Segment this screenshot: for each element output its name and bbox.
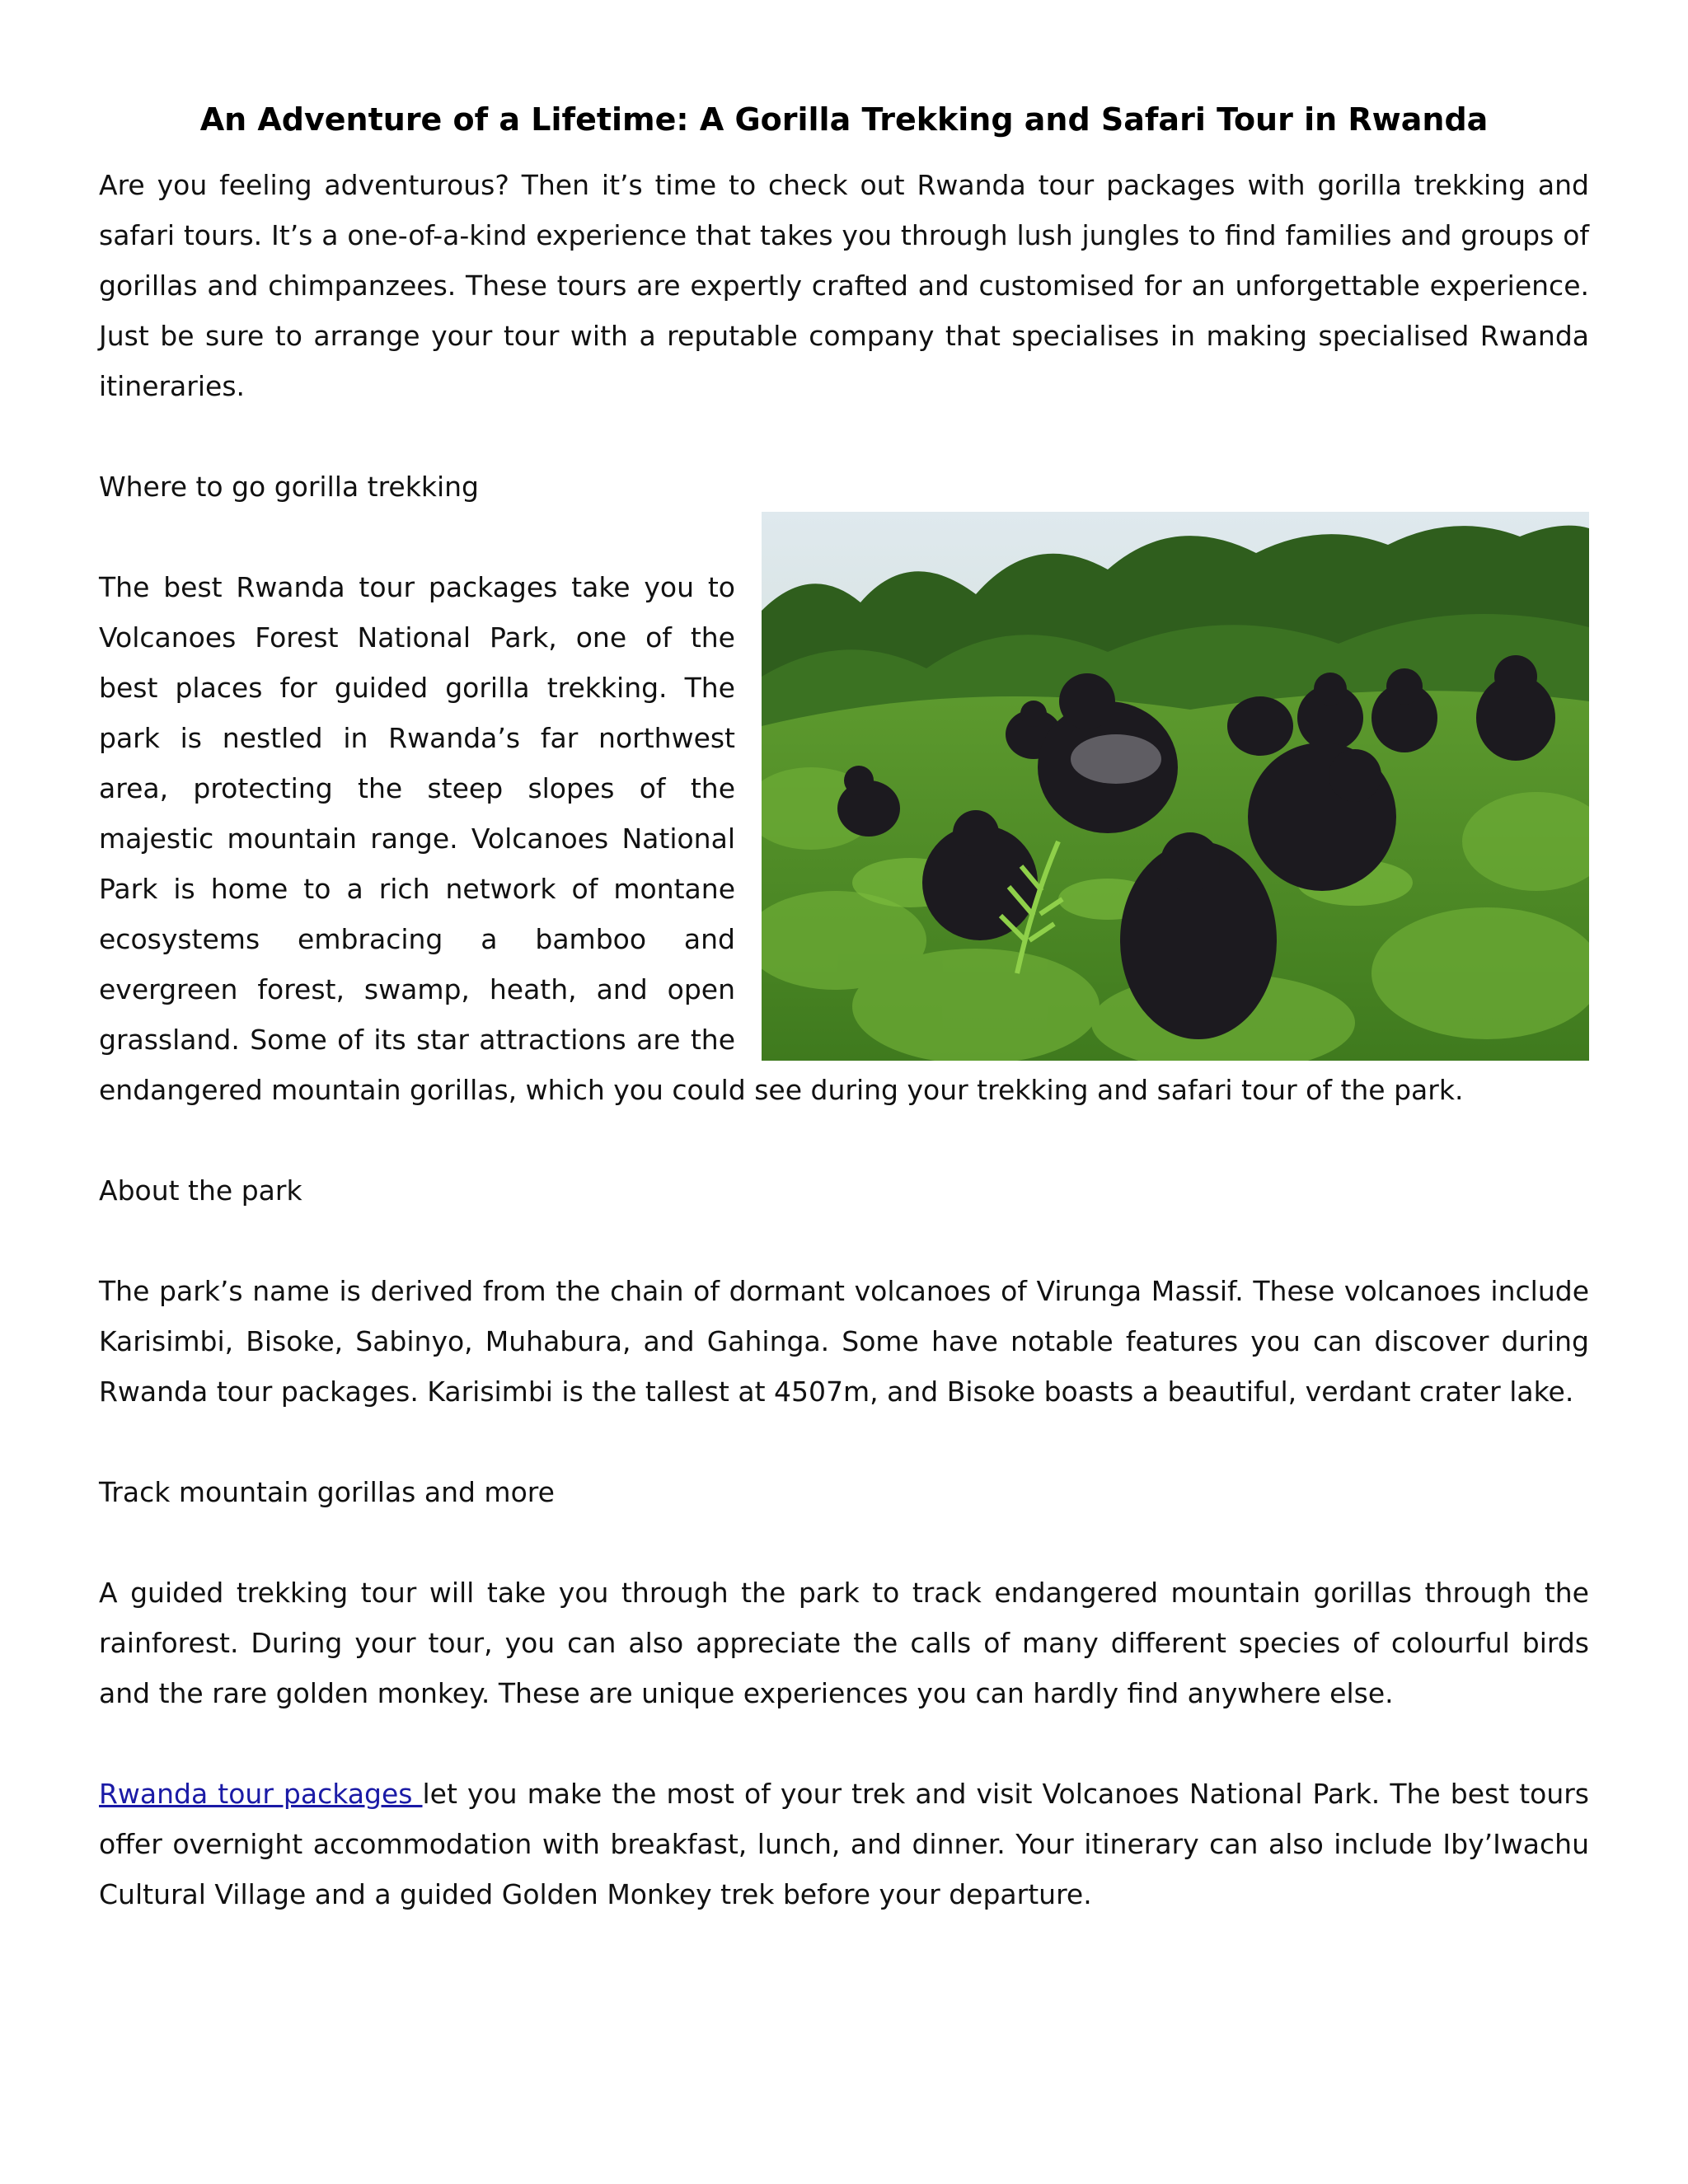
- document-page: [99, 91, 1589, 1919]
- gorilla-photo: [762, 512, 1589, 1061]
- intro-paragraph: Are you feeling adventurous? Then it’s time to check out Rwanda tour packages with gorilla trekking and safari tours. It’s a one-of-a-kind experience that takes you through lush jungles to find families and groups of gorillas and chimpanzees. These tours are expertly crafted and customised for an unforgettable experience. Just be sure to arrange your tour with a reputable company that specialises in making specialised Rwanda itineraries.: [99, 169, 1589, 402]
- closing-paragraph: [99, 1769, 1589, 1919]
- track-paragraph: A guided trekking tour will take you through the park to track endangered mountain gorillas through the rainforest. During your tour, you can also appreciate the calls of many different species of colourful birds and the rare golden monkey. These are unique experiences you can hardly find anywhere else.: [99, 1577, 1589, 1709]
- closing-text: let you make the most of your trek and visit Volcanoes National Park. The best tours offer overnight accommodation with breakfast, lunch, and dinner. Your itinerary can also include Iby’Iwachu Cultural Village and a guided Golden Monkey trek before your departure.: [99, 1778, 1589, 1910]
- rwanda-tour-packages-link[interactable]: Rwanda tour packages: [99, 1778, 423, 1810]
- document-title: An Adventure of a Lifetime: A Gorilla Trekking and Safari Tour in Rwanda: [199, 101, 1489, 138]
- where-paragraph: The best Rwanda tour packages take you to Volcanoes Forest National Park, one of the best places for guided gorilla trekking. The park is nestled in Rwanda’s far northwest area, protecting the steep slopes of the majestic mountain range. Volcanoes National Park is home to a rich network of montane ecosystems embracing a bamboo and evergreen forest, swamp, heath, and open grassland. Some of its star attractions are the endangered mountain gorillas, which you could see during your trekking and safari tour of the park.: [99, 571, 1464, 1106]
- where-heading: Where to go gorilla trekking: [99, 471, 479, 503]
- about-heading: About the park: [99, 1174, 302, 1207]
- about-paragraph: The park’s name is derived from the chain of dormant volcanoes of Virunga Massif. These volcanoes include Karisimbi, Bisoke, Sabinyo, Muhabura, and Gahinga. Some have notable features you can discover during Rwanda tour packages. Karisimbi is the tallest at 4507m, and Bisoke boasts a beautiful, verdant crater lake.: [99, 1275, 1589, 1408]
- track-heading: Track mountain gorillas and more: [99, 1476, 555, 1508]
